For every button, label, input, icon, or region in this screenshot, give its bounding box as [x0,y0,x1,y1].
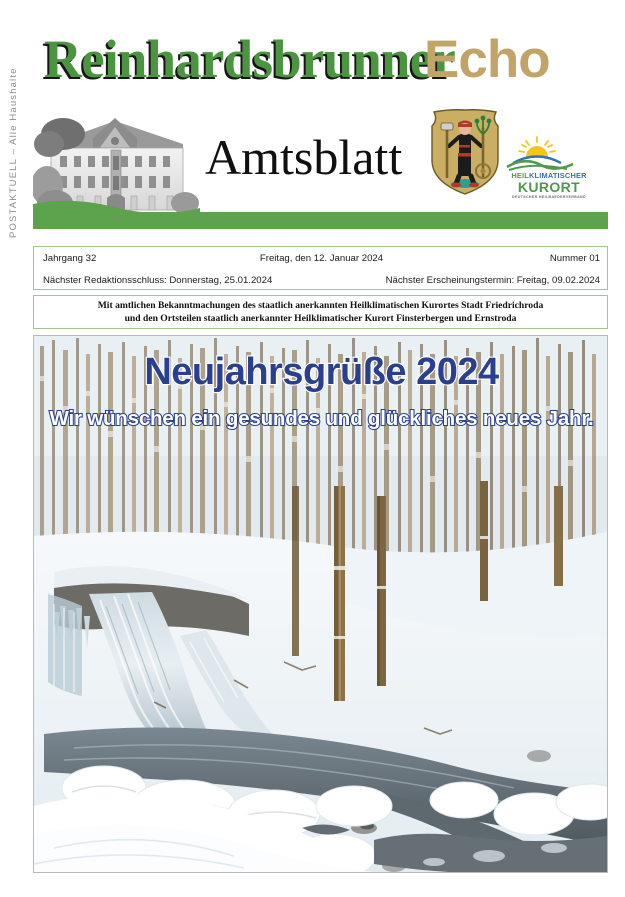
kurort-line1-a: HEIL [511,171,529,180]
editorial-deadline: Nächster Redaktionsschluss: Donnerstag, 25.01.2024 [43,274,273,286]
masthead-subtitle: Amtsblatt [205,129,403,185]
kurort-line2: KURORT [517,179,581,196]
next-issue-date: Nächster Erscheinungstermin: Freitag, 09.02.2024 [385,274,600,286]
issue-date: Freitag, den 12. Januar 2024 [259,252,384,264]
issue-number: Nummer 01 [549,252,600,264]
kurort-line3: DEUTSCHER HEILBAEDERVERBAND [512,195,586,200]
announcement-line-2: und den Ortsteilen staatlich anerkannter Heilklimatischer Kurort Finsterbergen und Ernstroda [124,313,517,324]
green-divider-slope [33,205,153,229]
issue-info-row-primary [34,247,609,269]
coat-of-arms-image [428,108,502,196]
announcement-line-1: Mit amtlichen Bekanntmachungen des staatlich anerkannten Heilklimatischen Kurortes Stadt Friedrichroda [97,300,544,311]
cover-headline: Neujahrsgrüße 2024 [144,351,499,393]
masthead [0,0,625,232]
masthead-echo: Echo [424,30,550,89]
issue-info-box [33,246,608,290]
cover-photo [33,335,608,873]
postal-notice: POSTAKTUELL – Alle Haushalte [8,67,19,238]
kurort-logo [499,136,599,202]
cover-subheadline: Wir wünschen ein gesundes und glückliches neues Jahr. [49,407,594,430]
official-announcement-box [33,295,608,329]
masthead-title: Reinhardsbrunner [44,29,456,89]
kurort-line1-b: KLIMATISCHER [528,171,587,180]
issue-info-row-secondary [34,269,609,291]
castle-engraving-image [33,108,200,218]
volume-label: Jahrgang 32 [43,252,97,264]
